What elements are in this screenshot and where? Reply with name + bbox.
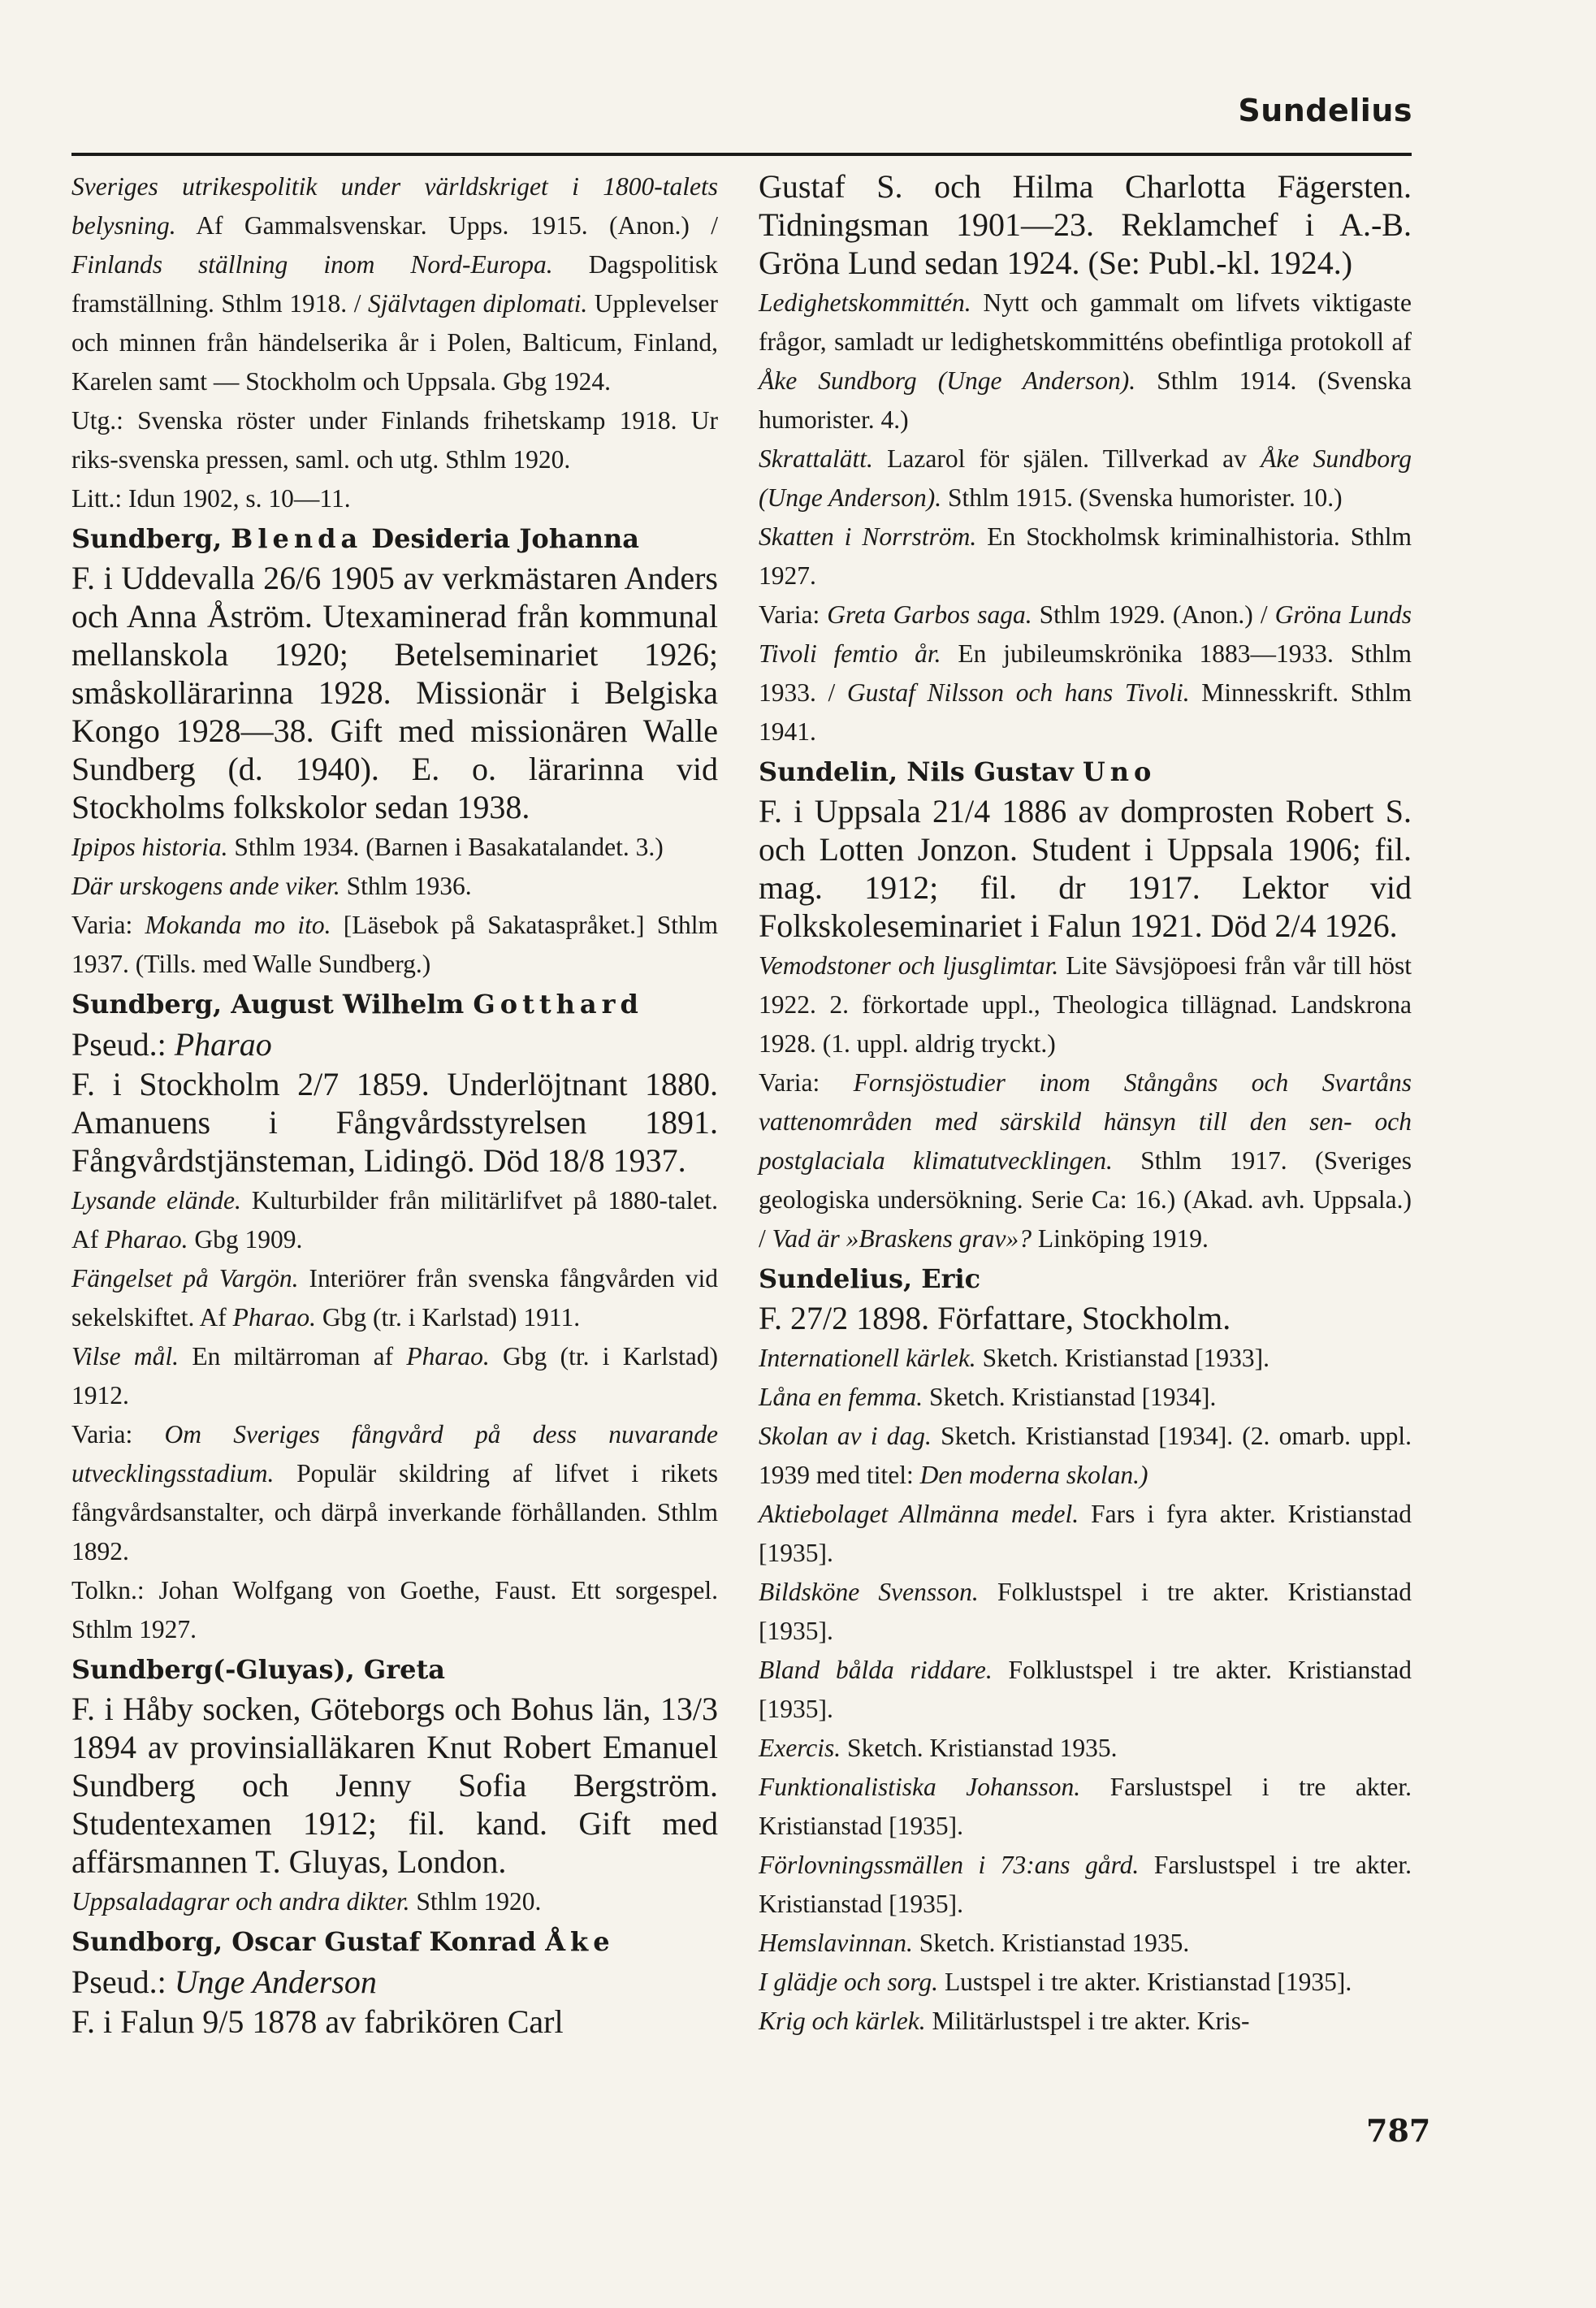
entry-work: Aktiebolaget Allmänna medel. Fars i fyra akter. Kristianstad [1935]. xyxy=(759,1500,1412,1567)
entry-work: Skatten i Norrström. En Stockholmsk kriminalhistoria. Sthlm 1927. xyxy=(759,522,1412,590)
entry-work: Varia: Fornsjöstudier inom Stångåns och Svartåns vattenområden med särskild hänsyn till den sen- och postglaciala klimatutvecklingen. Sthlm 1917. (Sveriges geologiska undersökning. Serie Ca: 16.) (Akad. avh. Uppsala.) / Vad är »Braskens grav»? Linköping 1919. xyxy=(759,1068,1412,1253)
right-column xyxy=(759,167,1412,2041)
entry-work: Exercis. Sketch. Kristianstad 1935. xyxy=(759,1734,1118,1762)
entry-work: Förlovningssmällen i 73:ans gård. Farslustspel i tre akter. Kristianstad [1935]. xyxy=(759,1851,1412,1918)
entry-work: Ipipos historia. Sthlm 1934. (Barnen i Basakatalandet. 3.) xyxy=(71,833,664,861)
entry-work: Uppsaladagrar och andra dikter. Sthlm 1920. xyxy=(71,1887,542,1916)
entry-work: Låna en femma. Sketch. Kristianstad [1934]. xyxy=(759,1383,1217,1411)
entry-work: Ledighetskommittén. Nytt och gammalt om lifvets viktigaste frågor, samladt ur ledighetskommitténs obefintliga protokoll af Åke Sundborg (Unge Anderson). Sthlm 1914. (Svenska humorister. 4.) xyxy=(759,288,1412,434)
entry-work: Hemslavinnan. Sketch. Kristianstad 1935. xyxy=(759,1929,1190,1957)
entry-work: Bland bålda riddare. Folklustspel i tre akter. Kristianstad [1935]. xyxy=(759,1656,1412,1723)
entry-work: Internationell kärlek. Sketch. Kristianstad [1933]. xyxy=(759,1344,1269,1372)
entry-bio: F. i Falun 9/5 1878 av fabrikören Carl xyxy=(71,2003,564,2040)
entry-work: Skolan av i dag. Sketch. Kristianstad [1934]. (2. omarb. uppl. 1939 med titel: Den moderna skolan.) xyxy=(759,1422,1412,1489)
entry-work: Där urskogens ande viker. Sthlm 1936. xyxy=(71,872,472,900)
entry-heading: Sundberg, August Wilhelm Gotthard xyxy=(71,989,643,1020)
entry-text: Litt.: Idun 1902, s. 10—11. xyxy=(71,484,351,513)
entry-work: Bildsköne Svensson. Folklustspel i tre akter. Kristianstad [1935]. xyxy=(759,1578,1412,1645)
entry-heading: Sundberg, Blenda Desideria Johanna xyxy=(71,523,639,554)
entry-text: Sveriges utrikespolitik under världskriget i 1800-talets belysning. Af Gammalsvenskar. Upps. 1915. (Anon.) / Finlands ställning inom Nord-Europa. Dagspolitisk framställning. Sthlm 1918. / Självtagen diplomati. Upplevelser och minnen från händelserika år i Polen, Balticum, Finland, Karelen samt — Stockholm och Uppsala. Gbg 1924. xyxy=(71,172,718,396)
entry-work: Tolkn.: Johan Wolfgang von Goethe, Faust. Ett sorgespel. Sthlm 1927. xyxy=(71,1576,718,1643)
entry-bio: F. i Uddevalla 26/6 1905 av verkmästaren Anders och Anna Åström. Utexaminerad från kommunal mellanskola 1920; Betelseminariet 1926; småskollärarinna 1928. Missionär i Belgiska Kongo 1928—38. Gift med missionären Walle Sundberg (d. 1940). E. o. lärarinna vid Stockholms folkskolor sedan 1938. xyxy=(71,560,718,825)
entry-work: Varia: Greta Garbos saga. Sthlm 1929. (Anon.) / Gröna Lunds Tivoli femtio år. En jubileumskrönika 1883—1933. Sthlm 1933. / Gustaf Nilsson och hans Tivoli. Minnesskrift. Sthlm 1941. xyxy=(759,600,1412,746)
entry-heading: Sundborg, Oscar Gustaf Konrad Åke xyxy=(71,1926,615,1957)
entry-work: Vemodstoner och ljusglimtar. Lite Sävsjöpoesi från vår till höst 1922. 2. förkortade uppl., Theologica tillägnad. Landskrona 1928. (1. uppl. aldrig tryckt.) xyxy=(759,951,1412,1058)
entry-heading: Sundelius, Eric xyxy=(759,1263,981,1294)
entry-pseudonym: Pseud.: Pharao xyxy=(71,1026,272,1063)
entry-text: Utg.: Svenska röster under Finlands frihetskamp 1918. Ur riks-svenska pressen, saml. och utg. Sthlm 1920. xyxy=(71,406,718,474)
header-rule xyxy=(71,153,1412,156)
entry-pseudonym: Pseud.: Unge Anderson xyxy=(71,1964,377,2000)
entry-work: Skrattalätt. Lazarol för själen. Tillverkad av Åke Sundborg (Unge Anderson). Sthlm 1915. (Svenska humorister. 10.) xyxy=(759,444,1412,512)
entry-work: Lysande elände. Kulturbilder från militärlifvet på 1880-talet. Af Pharao. Gbg 1909. xyxy=(71,1186,718,1254)
entry-bio: F. i Uppsala 21/4 1886 av domprosten Robert S. och Lotten Jonzon. Student i Uppsala 1906; fil. mag. 1912; fil. dr 1917. Lektor vid Folkskoleseminariet i Falun 1921. Död 2/4 1926. xyxy=(759,793,1412,944)
page-number: 787 xyxy=(1366,2112,1431,2149)
works-list xyxy=(759,1339,1412,2041)
entry-work: Krig och kärlek. Militärlustspel i tre akter. Kris- xyxy=(759,2007,1250,2035)
left-column xyxy=(71,167,718,2042)
entry-work: Fängelset på Vargön. Interiörer från svenska fångvården vid sekelskiftet. Af Pharao. Gbg (tr. i Karlstad) 1911. xyxy=(71,1264,718,1332)
entry-work: Varia: Om Sveriges fångvård på dess nuvarande utvecklingsstadium. Populär skildring af lifvet i rikets fångvårdsanstalter, och därpå inverkande förhållanden. Sthlm 1892. xyxy=(71,1420,718,1565)
entry-heading: Sundberg(-Gluyas), Greta xyxy=(71,1654,445,1685)
entry-bio: F. 27/2 1898. Författare, Stockholm. xyxy=(759,1300,1231,1336)
entry-heading: Sundelin, Nils Gustav Uno xyxy=(759,756,1157,787)
entry-work: I glädje och sorg. Lustspel i tre akter. Kristianstad [1935]. xyxy=(759,1968,1352,1996)
entry-work: Funktionalistiska Johansson. Farslustspel i tre akter. Kristianstad [1935]. xyxy=(759,1773,1412,1840)
entry-bio: F. i Stockholm 2/7 1859. Underlöjtnant 1880. Amanuens i Fångvårdsstyrelsen 1891. Fångvårdstjänsteman, Lidingö. Död 18/8 1937. xyxy=(71,1066,718,1179)
entry-work: Vilse mål. En miltärroman af Pharao. Gbg (tr. i Karlstad) 1912. xyxy=(71,1342,718,1409)
entry-work: Varia: Mokanda mo ito. [Läsebok på Sakataspråket.] Sthlm 1937. (Tills. med Walle Sundberg.) xyxy=(71,911,718,978)
entry-bio: F. i Håby socken, Göteborgs och Bohus län, 13/3 1894 av provinsialläkaren Knut Robert Emanuel Sundberg och Jenny Sofia Bergström. Studentexamen 1912; fil. kand. Gift med affärsmannen T. Gluyas, London. xyxy=(71,1691,718,1880)
page-header-title: Sundelius xyxy=(1238,93,1412,128)
entry-bio: Gustaf S. och Hilma Charlotta Fägersten. Tidningsman 1901—23. Reklamchef i A.-B. Gröna Lund sedan 1924. (Se: Publ.-kl. 1924.) xyxy=(759,168,1412,281)
